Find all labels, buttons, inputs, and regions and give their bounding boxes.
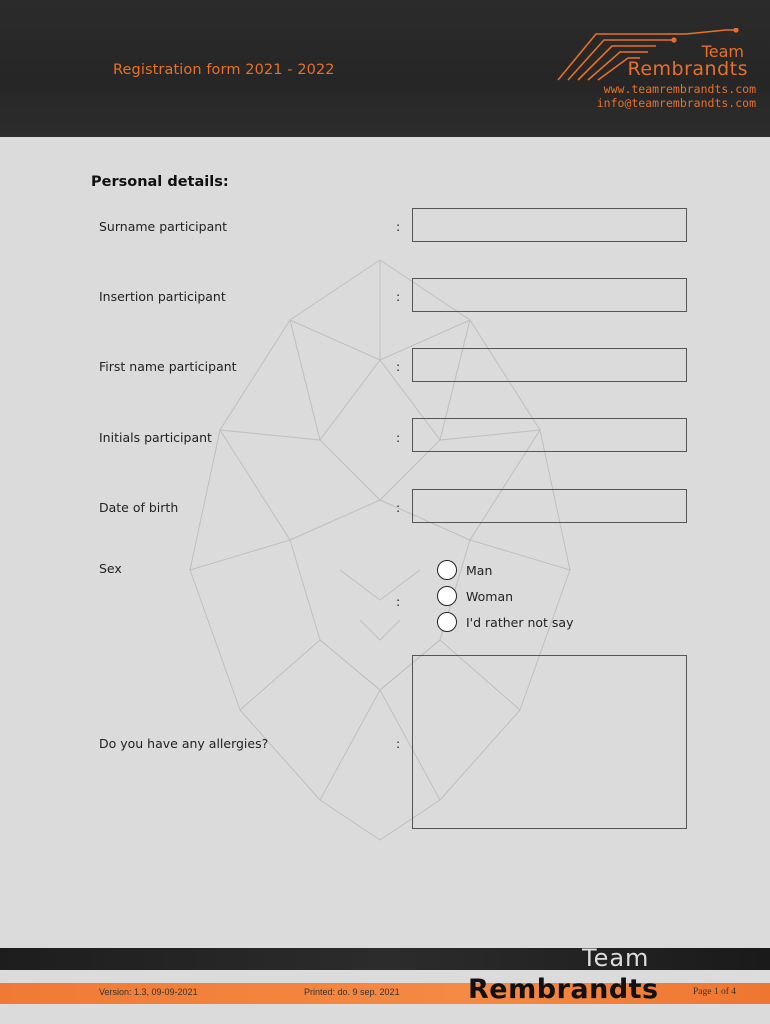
footer-brand-name: Rembrandts xyxy=(468,974,659,1005)
footer-team-text: Team xyxy=(582,944,650,972)
radio-label: Woman xyxy=(466,588,514,604)
page-number: Page 1 of 4 xyxy=(693,987,737,997)
label-date-of-birth: Date of birth xyxy=(99,500,179,515)
team-rembrandts-logo xyxy=(556,28,756,88)
label-surname: Surname participant xyxy=(99,219,228,234)
radio-button[interactable] xyxy=(437,612,457,632)
insertion-field[interactable] xyxy=(412,278,687,312)
radio-button[interactable] xyxy=(437,586,457,606)
radio-button[interactable] xyxy=(437,560,457,580)
surname-field[interactable] xyxy=(412,208,687,242)
date-of-birth-field[interactable] xyxy=(412,489,687,523)
colon-separator: : xyxy=(396,289,401,304)
label-sex: Sex xyxy=(99,561,122,576)
radio-label: I'd rather not say xyxy=(466,614,574,630)
radio-label: Man xyxy=(466,562,493,578)
printed-date: Printed: do. 9 sep. 2021 xyxy=(304,987,400,997)
section-title-personal-details: Personal details: xyxy=(91,174,229,190)
colon-separator: : xyxy=(396,594,401,609)
colon-separator: : xyxy=(396,736,401,751)
radio-option-man[interactable] xyxy=(437,559,492,581)
form-title: Registration form 2021 - 2022 xyxy=(113,62,335,78)
header-banner xyxy=(0,0,770,137)
colon-separator: : xyxy=(396,219,401,234)
label-insertion: Insertion participant xyxy=(99,289,226,304)
radio-option-rather-not-say[interactable] xyxy=(437,611,573,633)
logo-team-text: Team xyxy=(701,42,744,61)
colon-separator: : xyxy=(396,430,401,445)
email-link[interactable]: info@teamrembrandts.com xyxy=(596,96,756,110)
label-initials: Initials participant xyxy=(99,430,212,445)
label-first-name: First name participant xyxy=(99,359,237,374)
first-name-field[interactable] xyxy=(412,348,687,382)
website-link[interactable]: www.teamrembrandts.com xyxy=(603,82,756,96)
version-info: Version: 1.3, 09-09-2021 xyxy=(99,987,198,997)
initials-field[interactable] xyxy=(412,418,687,452)
radio-option-woman[interactable] xyxy=(437,585,513,607)
logo-name-text: Rembrandts xyxy=(627,58,748,80)
footer-dark-band xyxy=(0,948,770,970)
label-allergies: Do you have any allergies? xyxy=(99,736,269,751)
colon-separator: : xyxy=(396,500,401,515)
allergies-textarea[interactable] xyxy=(412,655,687,829)
colon-separator: : xyxy=(396,359,401,374)
